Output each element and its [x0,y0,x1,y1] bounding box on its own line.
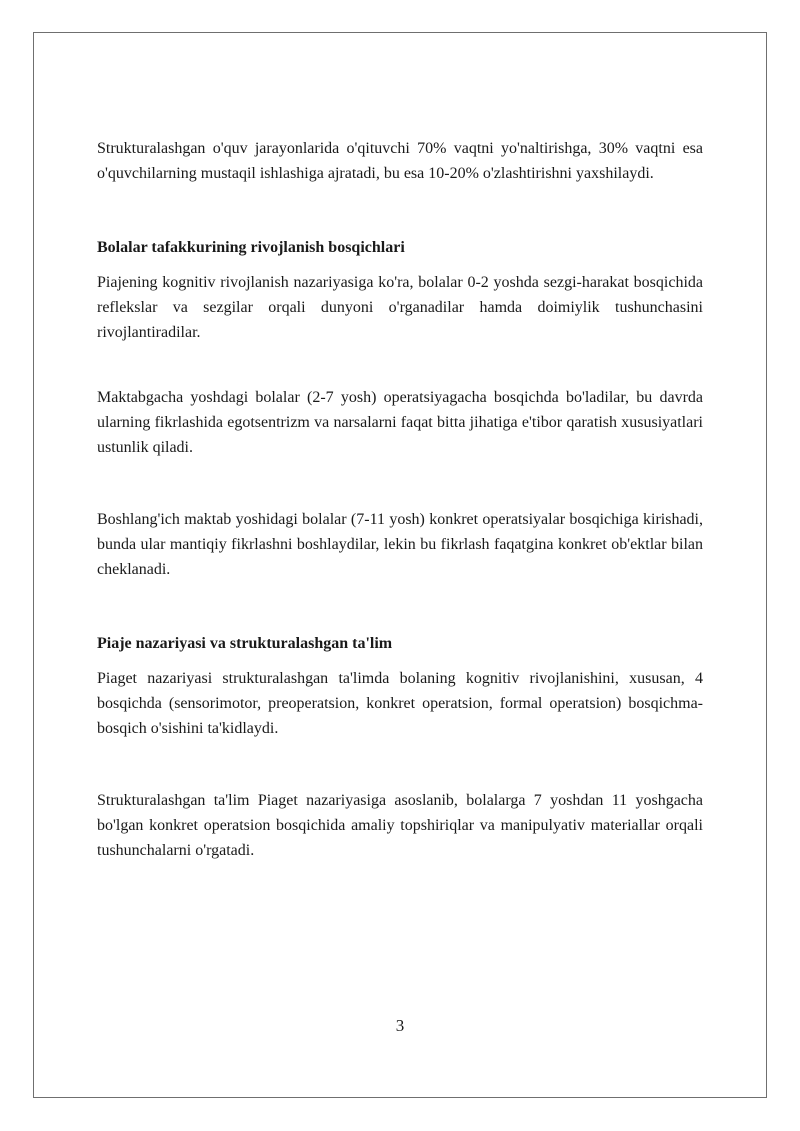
section-heading-piaget-theory: Piaje nazariyasi va strukturalashgan ta'lim [97,635,393,652]
paragraph-sensorimotor-stage: Piajening kognitiv rivojlanish nazariyasiga ko'ra, bolalar 0-2 yoshda sezgi-harakat bosqichida reflekslar va sezgilar orqali dunyoni o'rganadilar hamda doimiylik tushunchasini rivojlantiradilar. [97,274,703,341]
paragraph-teaching-time: Strukturalashgan o'quv jarayonlarida o'qituvchi 70% vaqtni yo'naltirishga, 30% vaqtni esa o'quvchilarning mustaqil ishlashiga ajratadi, bu esa 10-20% o'zlashtirishni yaxshilaydi. [97,140,703,182]
page-number: 3 [395,1016,405,1035]
paragraph-piaget-four-stages: Piaget nazariyasi strukturalashgan ta'limda bolaning kognitiv rivojlanishini, xususan, 4 bosqichda (sensorimotor, preoperatsion, konkret operatsion, formal operatsion) bosqichma-bosqich o'sishini ta'kidlaydi. [97,670,703,737]
page-content [97,136,703,863]
paragraph-concrete-operational-stage: Boshlang'ich maktab yoshidagi bolalar (7-11 yosh) konkret operatsiyalar bosqichiga kirishadi, bunda ular mantiqiy fikrlashni boshlaydilar, lekin bu fikrlash faqatgina konkret ob'ektlar bilan cheklanadi. [97,511,703,578]
paragraph-preoperational-stage: Maktabgacha yoshdagi bolalar (2-7 yosh) operatsiyagacha bosqichda bo'ladilar, bu davrda ularning fikrlashida egotsentrizm va narsalarni faqat bitta jihatiga e'tibor qaratish xususiyatlari ustunlik qiladi. [97,389,703,456]
section-heading-thinking-stages: Bolalar tafakkurining rivojlanish bosqichlari [97,239,405,256]
paragraph-structured-learning: Strukturalashgan ta'lim Piaget nazariyasiga asoslanib, bolalarga 7 yoshdan 11 yoshgacha bo'lgan konkret operatsion bosqichida amaliy topshiriqlar va manipulyativ materiallar orqali tushunchalarni o'rgatadi. [97,792,703,859]
